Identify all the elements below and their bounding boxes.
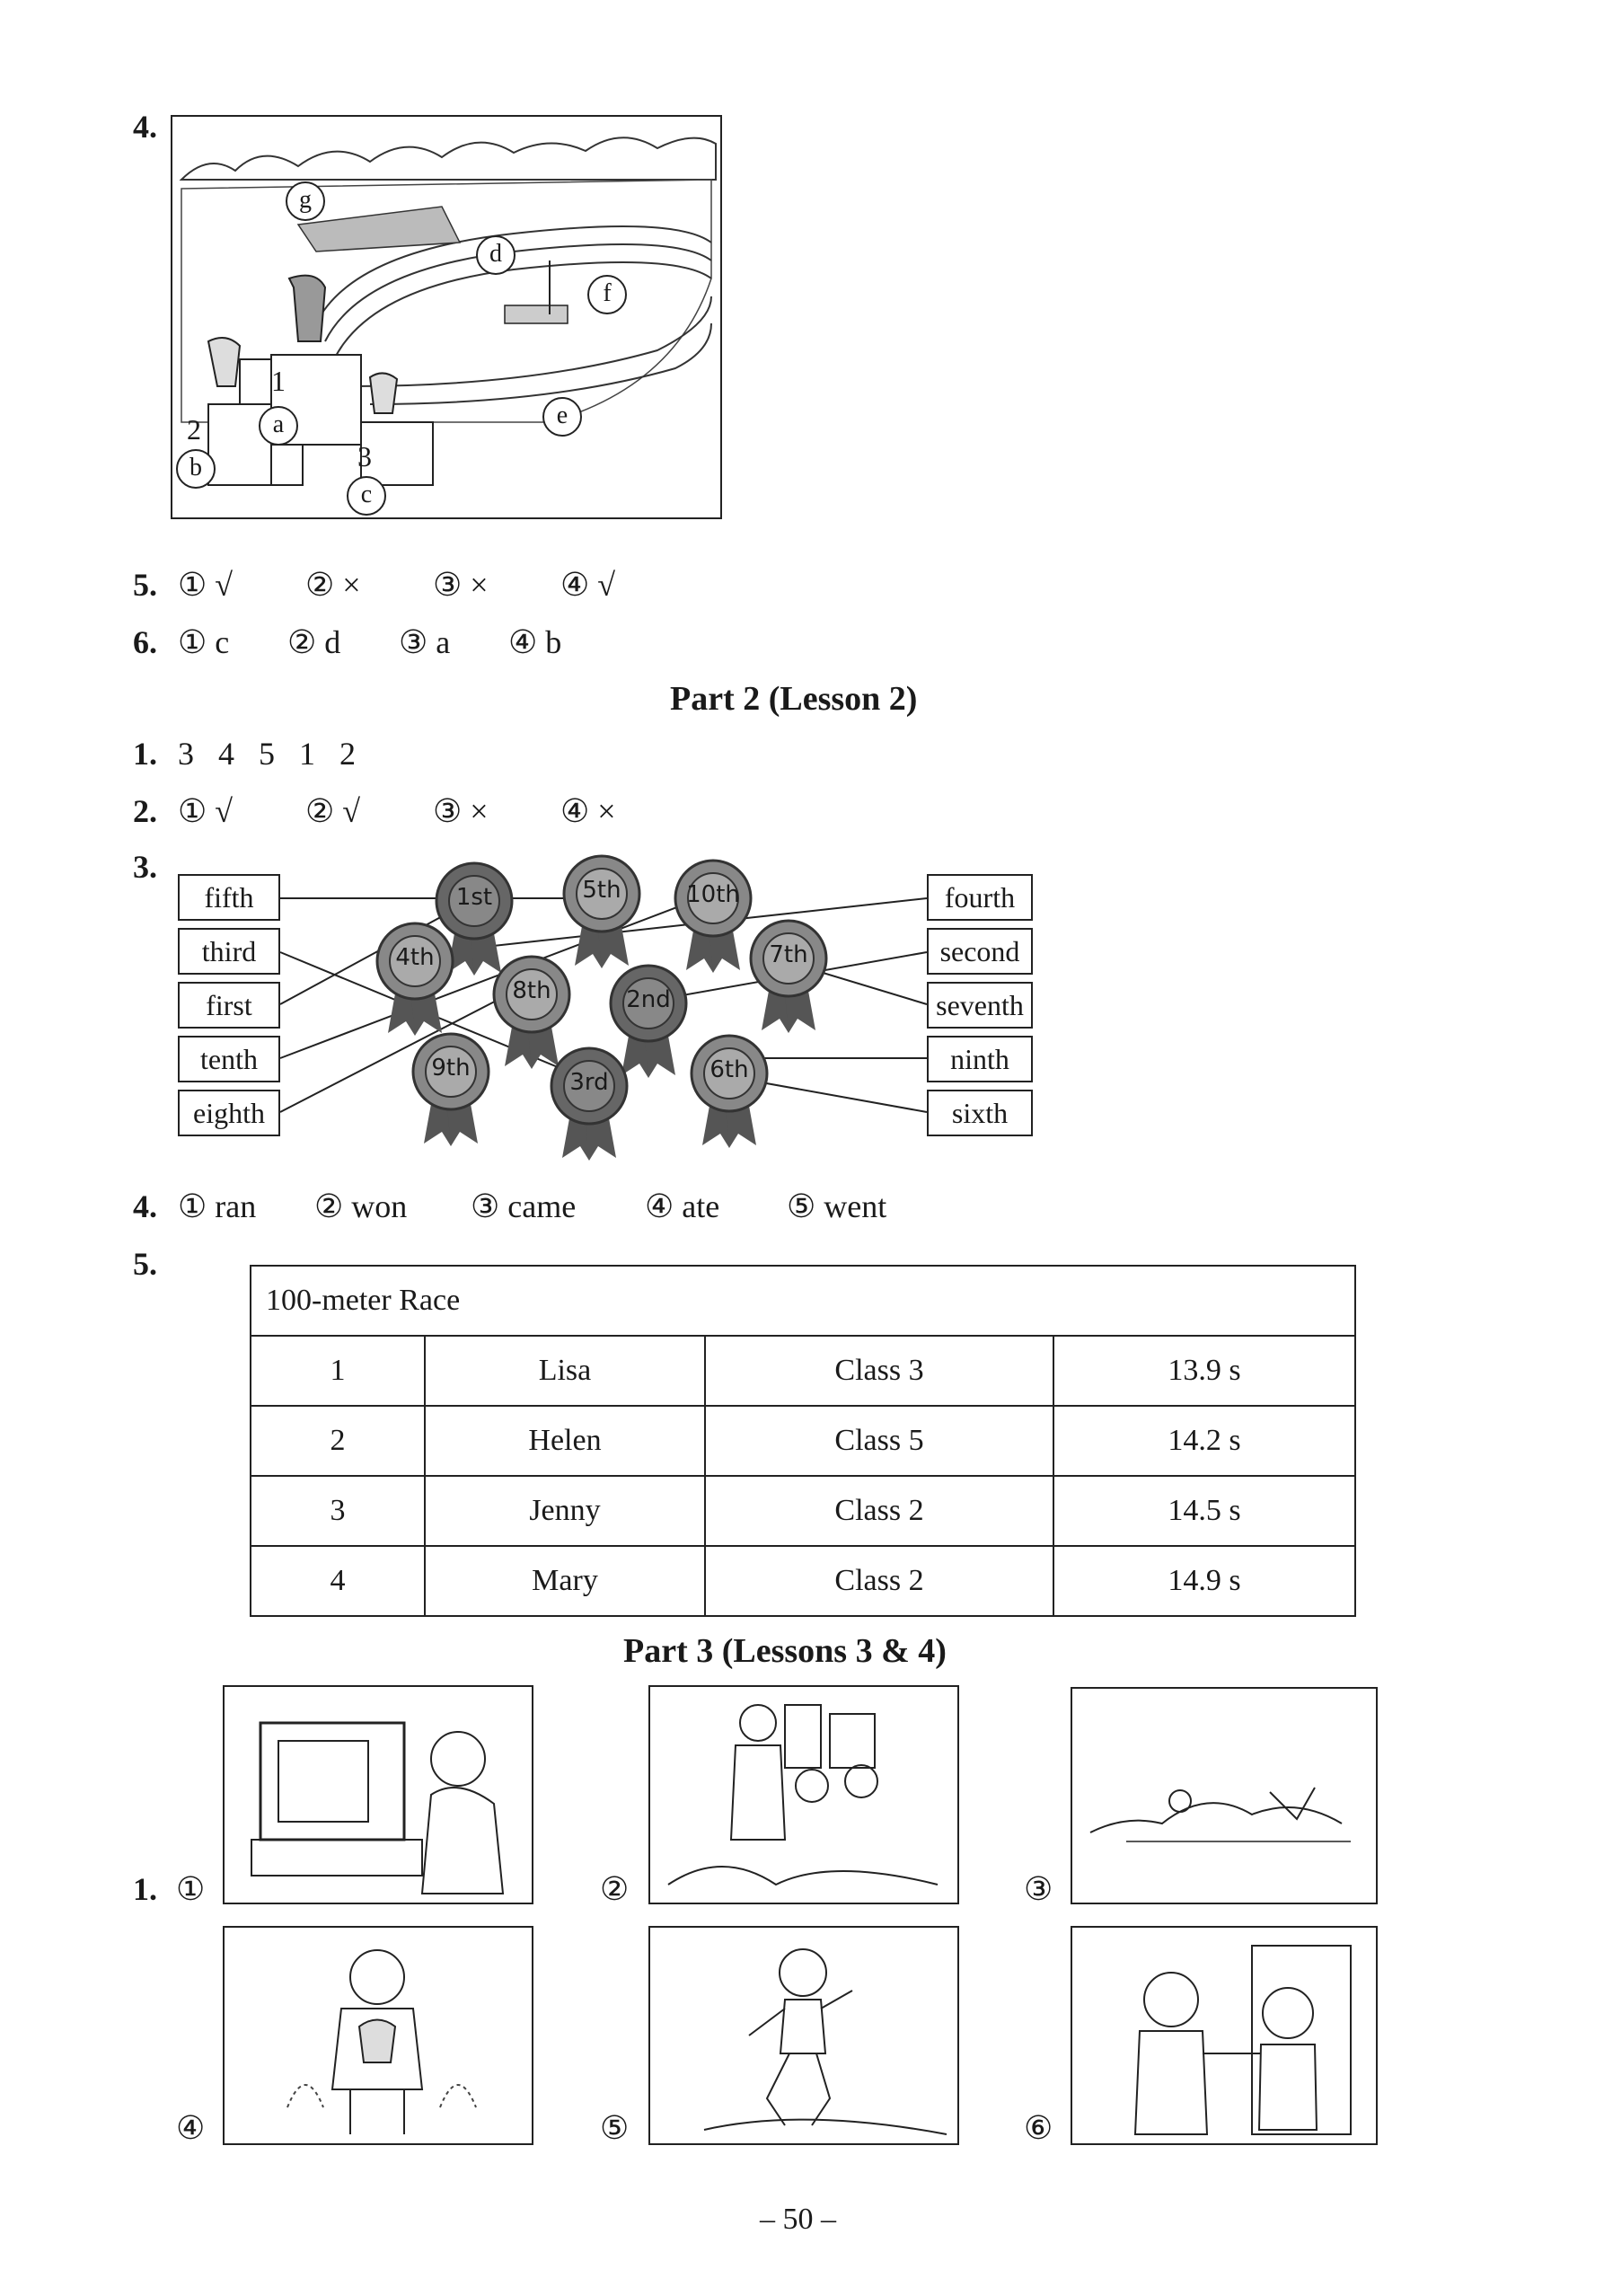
cell-class: Class 2 [705, 1476, 1053, 1546]
cell-place: 2 [251, 1406, 425, 1476]
q4-number: 4. [133, 109, 157, 145]
cell-time: 14.5 s [1053, 1476, 1355, 1546]
ribbon-3rd-label: 3rd [569, 1069, 609, 1096]
family-trip-icon [650, 1687, 957, 1903]
right-word-sixth: sixth [927, 1090, 1033, 1136]
ribbon-2nd-label: 2nd [626, 986, 671, 1013]
table-row [251, 1406, 1355, 1476]
part2-q1-number: 1. [133, 736, 157, 772]
q5-answer-4: ④ √ [560, 567, 616, 603]
ribbon-6th [684, 1033, 774, 1154]
cell-name: Jenny [425, 1476, 705, 1546]
page-number: – 50 – [760, 2203, 836, 2236]
picture-mark-6: ⑥ [1024, 2110, 1053, 2146]
ribbon-7th-label: 7th [769, 941, 808, 968]
label-a: a [259, 406, 298, 446]
cell-name: Helen [425, 1406, 705, 1476]
q6-answer-2: ② d [287, 624, 341, 660]
right-word-fourth: fourth [927, 874, 1033, 921]
picture-mark-2: ② [600, 1871, 630, 1907]
ribbon-8th-label: 8th [512, 977, 551, 1004]
label-d: d [476, 235, 516, 275]
picture-5 [648, 1926, 959, 2145]
right-word-ninth: ninth [927, 1036, 1033, 1082]
left-word-eighth: eighth [178, 1090, 280, 1136]
part2-heading: Part 2 (Lesson 2) [670, 680, 918, 718]
cell-place: 4 [251, 1546, 425, 1616]
ribbon-10th-label: 10th [686, 881, 740, 908]
ribbon-5th-label: 5th [582, 877, 621, 904]
computer-game-icon [225, 1687, 532, 1903]
ribbon-4th [370, 921, 460, 1042]
part2-q4-answer-1: ① ran [178, 1188, 257, 1224]
greeting-friend-icon [1072, 1928, 1376, 2143]
label-f: f [587, 275, 627, 314]
label-g: g [286, 181, 325, 221]
part2-q1-answer: 3 4 5 1 2 [178, 736, 356, 772]
part2-q4-answer-3: ③ came [471, 1188, 577, 1224]
q6-number: 6. [133, 624, 157, 660]
picture-6 [1071, 1926, 1378, 2145]
cell-place: 1 [251, 1336, 425, 1406]
table-title: 100-meter Race [251, 1266, 1355, 1336]
part2-q4-number: 4. [133, 1188, 157, 1224]
cell-class: Class 5 [705, 1406, 1053, 1476]
cell-time: 14.9 s [1053, 1546, 1355, 1616]
cell-class: Class 3 [705, 1336, 1053, 1406]
cell-time: 14.2 s [1053, 1406, 1355, 1476]
podium-1: 1 [271, 365, 286, 397]
part2-q4-answer-5: ⑤ went [787, 1188, 887, 1224]
ribbon-1st-label: 1st [455, 884, 493, 911]
q5-answer-3: ③ × [433, 567, 489, 603]
q6-answer-1: ① c [178, 624, 230, 660]
part3-q1-number: 1. [133, 1871, 157, 1907]
part2-q2-answer-2: ② √ [305, 793, 361, 829]
ribbon-4th-label: 4th [395, 944, 435, 971]
cell-name: Mary [425, 1546, 705, 1616]
picture-mark-5: ⑤ [600, 2110, 630, 2146]
table-row [251, 1336, 1355, 1406]
label-b: b [176, 449, 216, 489]
part2-q5-number: 5. [133, 1246, 157, 1282]
q6-answer-3: ③ a [399, 624, 451, 660]
label-c: c [347, 476, 386, 516]
picture-3 [1071, 1687, 1378, 1904]
table-row [251, 1476, 1355, 1546]
boy-with-cup-icon [225, 1928, 532, 2143]
left-word-first: first [178, 982, 280, 1029]
picture-mark-4: ④ [176, 2110, 206, 2146]
part3-heading: Part 3 (Lessons 3 & 4) [623, 1632, 947, 1670]
picture-mark-3: ③ [1024, 1871, 1053, 1907]
cell-class: Class 2 [705, 1546, 1053, 1616]
picture-4 [223, 1926, 533, 2145]
picture-mark-1: ① [176, 1871, 206, 1907]
part2-q4-answer-4: ④ ate [645, 1188, 720, 1224]
q5-answer-1: ① √ [178, 567, 234, 603]
running-boy-icon [650, 1928, 957, 2143]
q6-answer-4: ④ b [508, 624, 562, 660]
swimming-icon [1072, 1689, 1376, 1903]
cell-place: 3 [251, 1476, 425, 1546]
race-results-table [250, 1265, 1356, 1617]
part2-q2-answer-1: ① √ [178, 793, 234, 829]
ribbon-6th-label: 6th [709, 1056, 749, 1083]
part2-q2-number: 2. [133, 793, 157, 829]
part2-q4-answer-2: ② won [314, 1188, 408, 1224]
right-word-seventh: seventh [927, 982, 1033, 1029]
ribbon-3rd [544, 1046, 634, 1167]
q5-number: 5. [133, 567, 157, 603]
picture-1 [223, 1685, 533, 1904]
left-word-third: third [178, 928, 280, 975]
cell-time: 13.9 s [1053, 1336, 1355, 1406]
part2-q2-answer-4: ④ × [560, 793, 616, 829]
part2-q2-answer-3: ③ × [433, 793, 489, 829]
picture-2 [648, 1685, 959, 1904]
right-word-second: second [927, 928, 1033, 975]
q5-answer-2: ② × [305, 567, 361, 603]
table-row [251, 1546, 1355, 1616]
podium-2: 2 [187, 413, 201, 446]
left-word-tenth: tenth [178, 1036, 280, 1082]
label-e: e [542, 397, 582, 437]
podium-3: 3 [357, 440, 372, 472]
part2-q3-number: 3. [133, 849, 157, 885]
ribbon-7th [744, 918, 833, 1039]
ribbon-9th-label: 9th [431, 1055, 471, 1082]
left-word-fifth: fifth [178, 874, 280, 921]
cell-name: Lisa [425, 1336, 705, 1406]
ribbon-9th [406, 1031, 496, 1152]
